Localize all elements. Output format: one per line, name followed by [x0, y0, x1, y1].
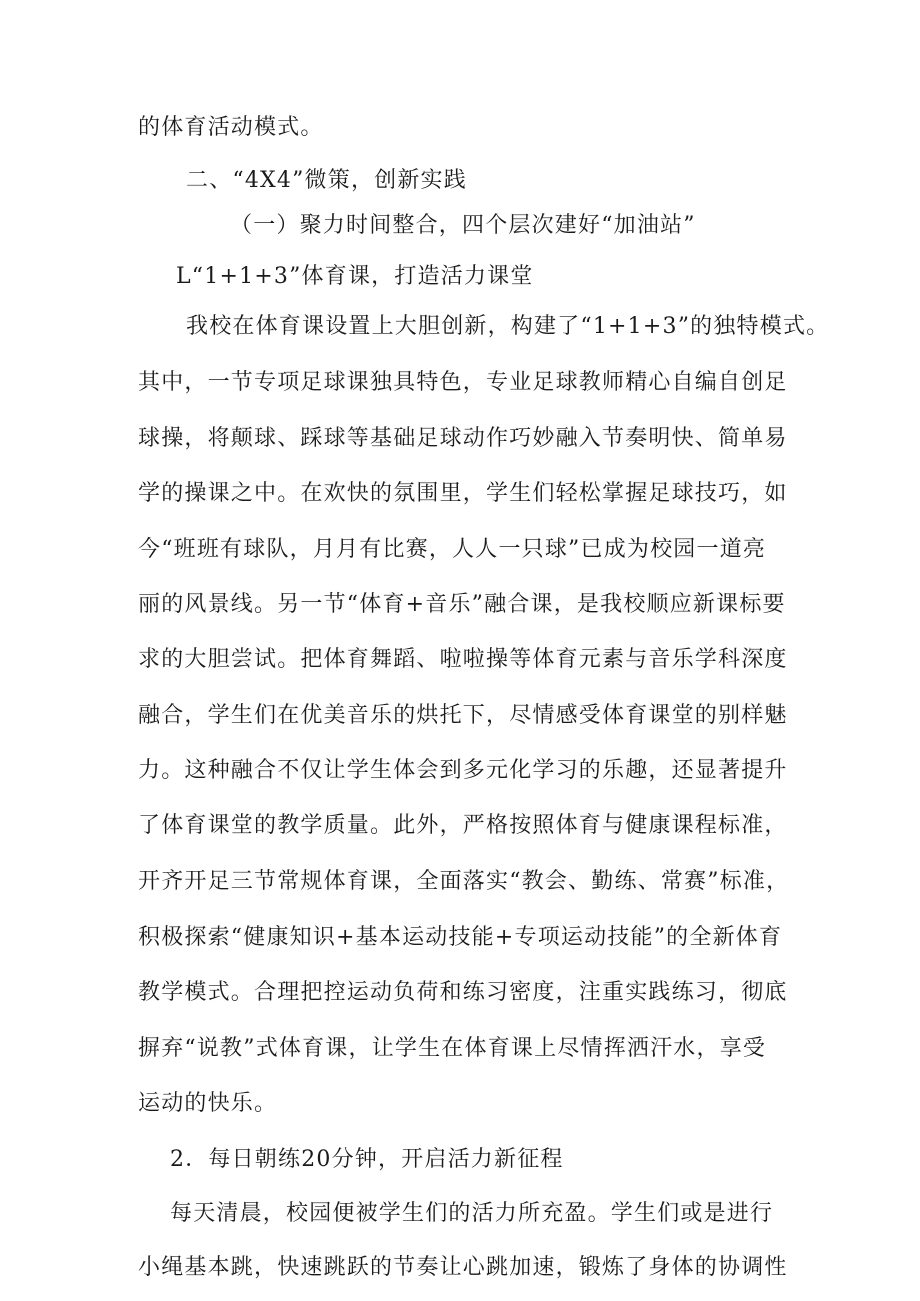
body-line: 开齐开足三节常规体育课，全面落实“教会、勤练、常赛”标准，: [138, 869, 790, 894]
body-line: 教学模式。合理把控运动负荷和练习密度，注重实践练习，彻底: [138, 980, 788, 1005]
body-line: 丽的风景线。另一节“体育+音乐”融合课，是我校顺应新课标要: [138, 592, 786, 617]
body-line: 其中，一节专项足球课独具特色，专业足球教师精心自编自创足: [138, 370, 788, 395]
body-line: 我校在体育课设置上大胆创新，构建了“1+1+3”的独特模式。: [186, 314, 830, 339]
body-line: 小绳基本跳，快速跳跃的节奏让心跳加速，锻炼了身体的协调性: [138, 1255, 788, 1280]
body-line: 学的操课之中。在欢快的氛围里，学生们轻松掌握足球技巧，如: [138, 481, 788, 506]
subsection-heading: （一）聚力时间整合，四个层次建好“加油站”: [230, 213, 696, 238]
body-line: 球操，将颠球、踩球等基础足球动作巧妙融入节奏明快、简单易: [138, 426, 788, 451]
item-heading-2: 2．每日朝练20分钟，开启活力新征程: [170, 1147, 564, 1172]
paragraph-end-line: 的体育活动模式。: [138, 115, 324, 140]
body-line: 今“班班有球队，月月有比赛，人人一只球”已成为校园一道亮: [138, 537, 767, 562]
section-heading: 二、“4X4”微策，创新实践: [186, 168, 467, 193]
body-line: 运动的快乐。: [138, 1091, 278, 1116]
body-line: 积极探索“健康知识+基本运动技能+专项运动技能”的全新体育: [138, 925, 783, 950]
item-heading-1: L“1+1+3”体育课，打造活力课堂: [176, 264, 534, 289]
body-line: 每天清晨，校园便被学生们的活力所充盈。学生们或是进行: [170, 1201, 774, 1226]
body-line: 了体育课堂的教学质量。此外，严格按照体育与健康课程标准，: [138, 813, 788, 838]
body-line: 求的大胆尝试。把体育舞蹈、啦啦操等体育元素与音乐学科深度: [138, 647, 788, 672]
body-line: 力。这种融合不仅让学生体会到多元化学习的乐趣，还显著提升: [138, 758, 788, 783]
body-line: 融合，学生们在优美音乐的烘托下，尽情感受体育课堂的别样魅: [138, 703, 788, 728]
body-line: 摒弃“说教”式体育课，让学生在体育课上尽情挥洒汗水，享受: [138, 1036, 767, 1061]
